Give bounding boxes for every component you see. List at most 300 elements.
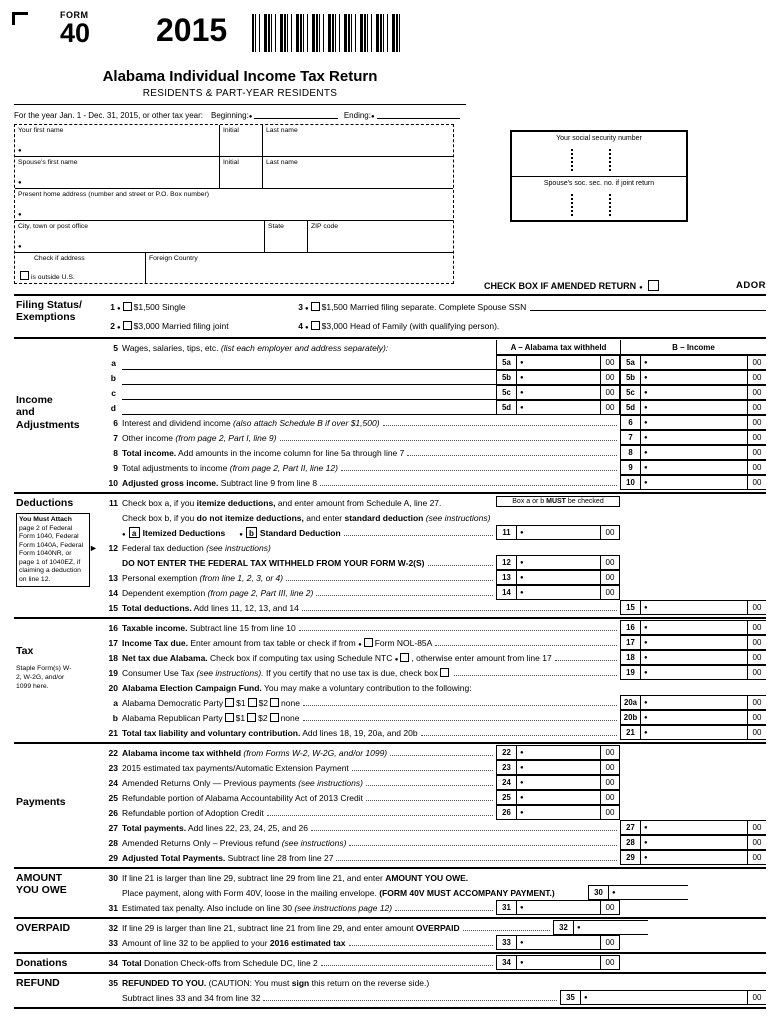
line-number: 32 [108,923,118,933]
ssn-separator-icon [571,149,573,171]
text-segment: Total tax liability and voluntary contribution. [122,728,301,738]
text-segment: (see instructions) [281,838,347,848]
box-ab-note [496,496,620,507]
cents-label: 00 [600,556,619,569]
line-12-row-1 [102,540,766,555]
option-label: $2 [258,713,268,723]
cents-label: 00 [747,446,766,459]
text-segment: (from page 2, Part III, line 2) [207,588,314,598]
text-segment: Add amounts in the income column for line 5a through line 7 [176,448,405,458]
barcode [252,14,402,52]
rep-2-checkbox[interactable] [247,713,256,722]
cell-line-number: 5b [621,371,641,384]
filing-status-3-checkbox[interactable] [311,302,320,311]
dot-leader [341,470,617,471]
line-24-row [102,775,766,790]
cell-line-number: 24 [497,776,517,789]
text-segment: Estimated tax penalty. Also include on line 30 [122,903,295,913]
amount-input-33[interactable] [527,936,600,949]
text-segment: You may make a voluntary contribution to the following: [261,683,472,693]
dem-2-checkbox[interactable] [248,698,257,707]
form-number: 40 [60,18,91,48]
entry-bullet-icon [517,761,527,774]
line-text [122,978,429,990]
text-segment: If line 21 is larger than line 29, subtract line 29 from line 21, and enter [122,873,386,883]
dot-leader [320,485,617,486]
dot-leader [303,705,617,706]
text-segment: Check box if computing tax using Schedule NTC [207,653,395,663]
filing-status-4-checkbox[interactable] [311,321,320,330]
line-text [122,623,296,635]
cents-label: 00 [600,746,619,759]
entry-bullet-icon [641,601,651,614]
line-text [122,923,460,935]
spouse-last-name-field[interactable] [263,157,453,188]
entry-bullet-icon [395,653,399,663]
income-input-5d[interactable] [651,401,747,414]
amount-cell-26 [496,805,620,820]
amount-cell-8 [620,445,766,460]
entry-bullet-icon [517,526,527,539]
line-35-row-1 [102,975,766,990]
entry-bullet-icon [18,240,261,250]
donations-section [14,952,766,972]
itemized-deductions-label: Itemized Deductions [142,528,226,538]
text-segment: Add lines 11, 12, 13, and 14 [191,603,299,613]
amount-input-34[interactable] [527,956,600,969]
foreign-country-field[interactable] [146,253,453,283]
line-25-row [102,790,766,805]
spouse-first-name-field[interactable] [15,157,220,188]
amount-input-28[interactable] [651,836,747,849]
amount-cell-32 [553,920,648,935]
cents-label: 00 [747,401,766,414]
cents-label: 00 [600,571,619,584]
filing-1-number: 1 [110,301,115,312]
line-11-row-2 [102,510,766,525]
entry-bullet-icon [18,144,216,154]
row-letter: b [110,373,116,383]
text-segment: page 2 of Federal Form 1040, Federal Form 1040A, Federal Form 1040NR, or page 1 of 1040EZ, if claiming a deduction on line 12. [19,524,84,583]
amount-input-16[interactable] [651,621,747,634]
cell-line-number: 26 [497,806,517,819]
filing-3-number: 3 [298,301,303,312]
line-number: 7 [113,433,118,443]
text-segment: Other income [122,433,176,443]
text-segment: Refundable portion of Adoption Credit [122,808,264,818]
line-31-row [102,900,766,915]
outside-us-checkbox[interactable] [20,271,29,280]
text-segment: Box a or b [512,498,547,505]
cell-line-number: 32 [554,921,574,934]
ador-label: ADOR [736,280,766,291]
text-segment: Interest and dividend income [122,418,234,428]
last-name-label: Last name [266,127,298,134]
entry-bullet-icon [609,886,619,899]
entry-bullet-icon [249,111,253,120]
deductions-section [14,492,766,617]
cents-label: 00 [600,386,619,399]
line-number: 20 [108,683,118,693]
text-segment: Subtract line 28 from line 27 [225,853,334,863]
amount-cell-28 [620,835,766,850]
text-segment: Total payments. [122,823,187,833]
your-ssn-input[interactable] [512,132,686,176]
line-text [122,558,425,570]
last-name-field[interactable] [263,125,453,156]
income-input-5a[interactable] [651,356,747,369]
amount-input-24[interactable] [527,776,600,789]
wage-row-a [102,355,766,370]
cell-line-number: 33 [497,936,517,949]
filing-status-1-checkbox[interactable] [123,302,132,311]
amount-cell-5c-income [620,385,766,400]
entry-bullet-icon [641,416,651,429]
dem-1-checkbox[interactable] [225,698,234,707]
cents-label: 00 [600,956,619,969]
rep-none-checkbox[interactable] [270,713,279,722]
line-text [122,478,317,490]
text-segment: Subtract lines 33 and 34 from line 32 [122,993,261,1003]
amount-input-7[interactable] [651,431,747,444]
city-field[interactable] [15,221,265,252]
line-22-row [102,745,766,760]
itemized-deductions-box-a[interactable]: a [129,527,140,538]
cents-label: 00 [600,776,619,789]
amount-cell-16 [620,620,766,635]
line-text [122,543,271,555]
schedule-ntc-checkbox[interactable] [400,653,409,662]
cents-label: 00 [600,526,619,539]
entry-bullet-icon [641,621,651,634]
income-section-label [14,339,102,492]
text-segment: Federal tax deduction [122,543,207,553]
amount-cell-6 [620,415,766,430]
amount-cell-11 [496,525,620,540]
entry-bullet-icon [641,431,651,444]
text-segment: Alabama Democratic Party [122,698,224,708]
section-label-line: AMOUNT [16,872,63,884]
rep-1-checkbox[interactable] [225,713,234,722]
state-label: State [268,223,284,230]
line-number: 10 [108,478,118,488]
cell-line-number: 8 [621,446,641,459]
cell-line-number: 7 [621,431,641,444]
amount-input-21[interactable] [651,726,747,739]
text-segment: standard deduction [344,513,424,523]
home-address-label: Present home address (number and street or P.O. Box number) [18,191,210,198]
line-number: 9 [113,463,118,473]
beginning-label: Beginning: [210,111,249,120]
amount-input-20a[interactable] [651,696,747,709]
entry-bullet-icon [641,821,651,834]
text-segment: Check box a, if you [122,498,197,508]
amount-input-10[interactable] [651,476,747,489]
form-nol-85a-checkbox[interactable] [364,638,373,647]
no-use-tax-checkbox[interactable] [440,668,449,677]
entry-bullet-icon [641,711,651,724]
cents-label: 00 [747,386,766,399]
line-text [122,823,308,835]
amount-input-27[interactable] [651,821,747,834]
dot-leader [344,535,493,536]
line-text [122,463,338,475]
your-ssn-label: Your social security number [556,135,642,142]
entry-bullet-icon [574,921,584,934]
cents-label: 00 [600,586,619,599]
first-name-label: Your first name [18,127,64,134]
filing-row-1 [102,297,766,316]
withheld-input-5a[interactable] [527,356,600,369]
amount-input-29[interactable] [651,851,747,864]
amount-input-12[interactable] [527,556,600,569]
option-label: $1 [235,713,246,723]
section-label-line: OVERPAID [16,922,71,934]
entry-bullet-icon [641,636,651,649]
amount-input-6[interactable] [651,416,747,429]
entry-bullet-icon [18,176,216,186]
text-segment: Adjusted Total Payments. [122,853,226,863]
line-10-row [102,475,766,490]
amount-cell-19 [620,665,766,680]
option-label: $2 [258,698,269,708]
amount-cell-29 [620,850,766,865]
form-subtitle: RESIDENTS & PART-YEAR RESIDENTS [142,88,338,99]
home-address-field[interactable] [15,189,453,220]
text-segment: (list each employer and address separately): [220,343,389,353]
line-12-row-2 [102,555,766,570]
entry-bullet-icon [517,586,527,599]
line-text [122,527,225,540]
form-label: FORM [60,10,89,20]
tax-section [14,617,766,742]
amount-input-18[interactable] [651,651,747,664]
amount-cell-24 [496,775,620,790]
dot-leader [302,610,617,611]
text-segment: Form NOL-85A [374,638,433,648]
text-segment: Amount of line 32 to be applied to your [122,938,270,948]
cents-label: 00 [747,356,766,369]
text-segment: (from page 2, Part II, line 12) [229,463,338,473]
state-field[interactable] [265,221,308,252]
text-segment: (from page 2, Part I, line 9) [175,433,277,443]
spouse-ssn-entry-input[interactable] [530,302,766,311]
dot-leader [267,815,493,816]
ssn-separator-icon [609,194,611,216]
dot-leader [407,455,617,456]
line-35-row-2 [102,990,766,1005]
entry-bullet-icon [517,806,527,819]
filing-3-label: $1,500 Married filing separate. Complete Spouse SSN [321,301,527,312]
line-number: 11 [109,498,118,508]
entry-bullet-icon [641,666,651,679]
line-text [122,683,472,695]
entry-bullet-icon [517,401,527,414]
cents-label: 00 [747,851,766,864]
text-segment: Amended Returns Only — Previous payments [122,778,299,788]
initial-field[interactable] [220,125,263,156]
amount-cell-5c-withheld [496,385,620,400]
beginning-date-input[interactable] [254,111,337,119]
amount-input-30[interactable] [619,886,688,899]
outside-us-label-1: Check if address [34,255,85,262]
cell-line-number: 30 [589,886,609,899]
cents-label: 00 [747,821,766,834]
ssn-separator-icon [609,149,611,171]
entry-bullet-icon [641,651,651,664]
amount-cell-17 [620,635,766,650]
arrow-icon [89,543,98,553]
payments-section-label [14,744,102,867]
spouse-ssn-input[interactable] [512,176,686,220]
entry-bullet-icon [641,476,651,489]
amount-cell-21 [620,725,766,740]
first-name-field[interactable] [15,125,220,156]
entry-bullet-icon [581,991,591,1004]
amount-input-26[interactable] [527,806,600,819]
income-input-5c[interactable] [651,386,747,399]
amount-input-25[interactable] [527,791,600,804]
line-number: 25 [108,793,118,803]
withheld-input-5d[interactable] [527,401,600,414]
section-label-line: and [16,406,35,419]
line-8-row [102,445,766,460]
filing-4-label: $3,000 Head of Family (with qualifying person). [321,320,500,331]
amount-input-17[interactable] [651,636,747,649]
text-segment: Adjusted gross income. [122,478,219,488]
amount-input-35[interactable] [591,991,747,1004]
line-number: 21 [108,728,118,738]
amount-input-13[interactable] [527,571,600,584]
tax-section-label [14,619,102,742]
dot-leader [349,845,617,846]
amount-input-32[interactable] [584,921,648,934]
text-segment: Dependent exemption [122,588,208,598]
amount-input-22[interactable] [527,746,600,759]
dot-leader [280,440,618,441]
text-segment: , otherwise enter amount from line 17 [411,653,552,663]
dot-leader [395,910,493,911]
amount-input-31[interactable] [527,901,600,914]
section-label-line: Filing Status/ [16,299,82,311]
amount-input-23[interactable] [527,761,600,774]
staple-note: Staple Form(s) W-2, W-2G, and/or 1099 here. [16,665,72,691]
amount-input-20b[interactable] [651,711,747,724]
filing-status-2-checkbox[interactable] [123,321,132,330]
entry-bullet-icon [641,401,651,414]
spouse-first-name-label: Spouse's first name [18,159,78,166]
ssn-box [510,130,688,222]
overpaid-section-label [14,919,102,952]
corner-crop-mark-icon [12,12,28,25]
amount-input-8[interactable] [651,446,747,459]
amount-cell-31 [496,900,620,915]
attach-note [16,513,90,587]
text-segment: Place payment, along with Form 40V, loose in the mailing envelope. [122,888,380,898]
entry-bullet-icon [117,302,121,312]
cell-line-number: 21 [621,726,641,739]
entry-bullet-icon [517,901,527,914]
amount-input-14[interactable] [527,586,600,599]
tax-year: 2015 [156,12,228,48]
text-segment: (see instructions page 12) [294,903,393,913]
dem-none-checkbox[interactable] [270,698,279,707]
entry-bullet-icon [517,386,527,399]
line-number: 17 [108,638,118,648]
ending-date-input[interactable] [377,111,460,119]
line-16-row [102,620,766,635]
amount-you-owe-section [14,867,766,917]
zip-field[interactable] [308,221,453,252]
last-name-label: Last name [266,159,298,166]
amount-input-15[interactable] [651,601,747,614]
line-23-row [102,760,766,775]
withheld-input-5c[interactable] [527,386,600,399]
line-6-row [102,415,766,430]
dot-leader [321,965,493,966]
line-text [122,603,299,615]
income-input-5b[interactable] [651,371,747,384]
text-segment: If line 29 is larger than line 21, subtract line 21 from line 29, and enter amount [122,923,416,933]
zip-label: ZIP code [311,223,339,230]
spouse-initial-field[interactable] [220,157,263,188]
cents-label: 00 [747,461,766,474]
form-number-block [60,10,90,47]
dot-leader [366,785,493,786]
cents-label: 00 [600,761,619,774]
amount-input-11[interactable] [527,526,600,539]
ssn-separator-icon [571,194,573,216]
amount-cell-25 [496,790,620,805]
entry-bullet-icon [641,851,651,864]
dot-leader [349,945,493,946]
amount-input-19[interactable] [651,666,747,679]
text-segment: (see instructions). [196,668,264,678]
line-text [122,853,333,865]
text-segment: AMOUNT YOU OWE. [385,873,469,883]
foreign-country-label: Foreign Country [149,255,198,262]
payments-section [14,742,766,867]
dot-leader [428,565,493,566]
ending-label: Ending: [343,111,371,120]
line-28-row [102,835,766,850]
line-text [122,993,260,1005]
cents-label: 00 [600,901,619,914]
dot-leader [299,630,617,631]
cell-line-number: 16 [621,621,641,634]
amended-return-checkbox[interactable] [648,280,659,291]
entry-bullet-icon [641,461,651,474]
entry-bullet-icon [641,371,651,384]
text-segment: Add lines 22, 23, 24, 25, and 26 [186,823,309,833]
line-text [122,873,468,885]
text-segment: Subtract line 15 from line 10 [187,623,296,633]
amount-cell-20a [620,695,766,710]
dot-leader [286,580,493,581]
line-number: 6 [113,418,118,428]
cell-line-number: 14 [497,586,517,599]
standard-deduction-box-b[interactable]: b [246,527,257,538]
your-name-row [15,125,453,157]
line-text [122,418,380,430]
line-text [122,838,346,850]
amount-input-9[interactable] [651,461,747,474]
withheld-input-5b[interactable] [527,371,600,384]
entry-bullet-icon [517,571,527,584]
text-segment: and enter amount from Schedule A, line 27. [275,498,442,508]
line-text [122,343,388,355]
filing-1-label: $1,500 Single [133,301,186,312]
